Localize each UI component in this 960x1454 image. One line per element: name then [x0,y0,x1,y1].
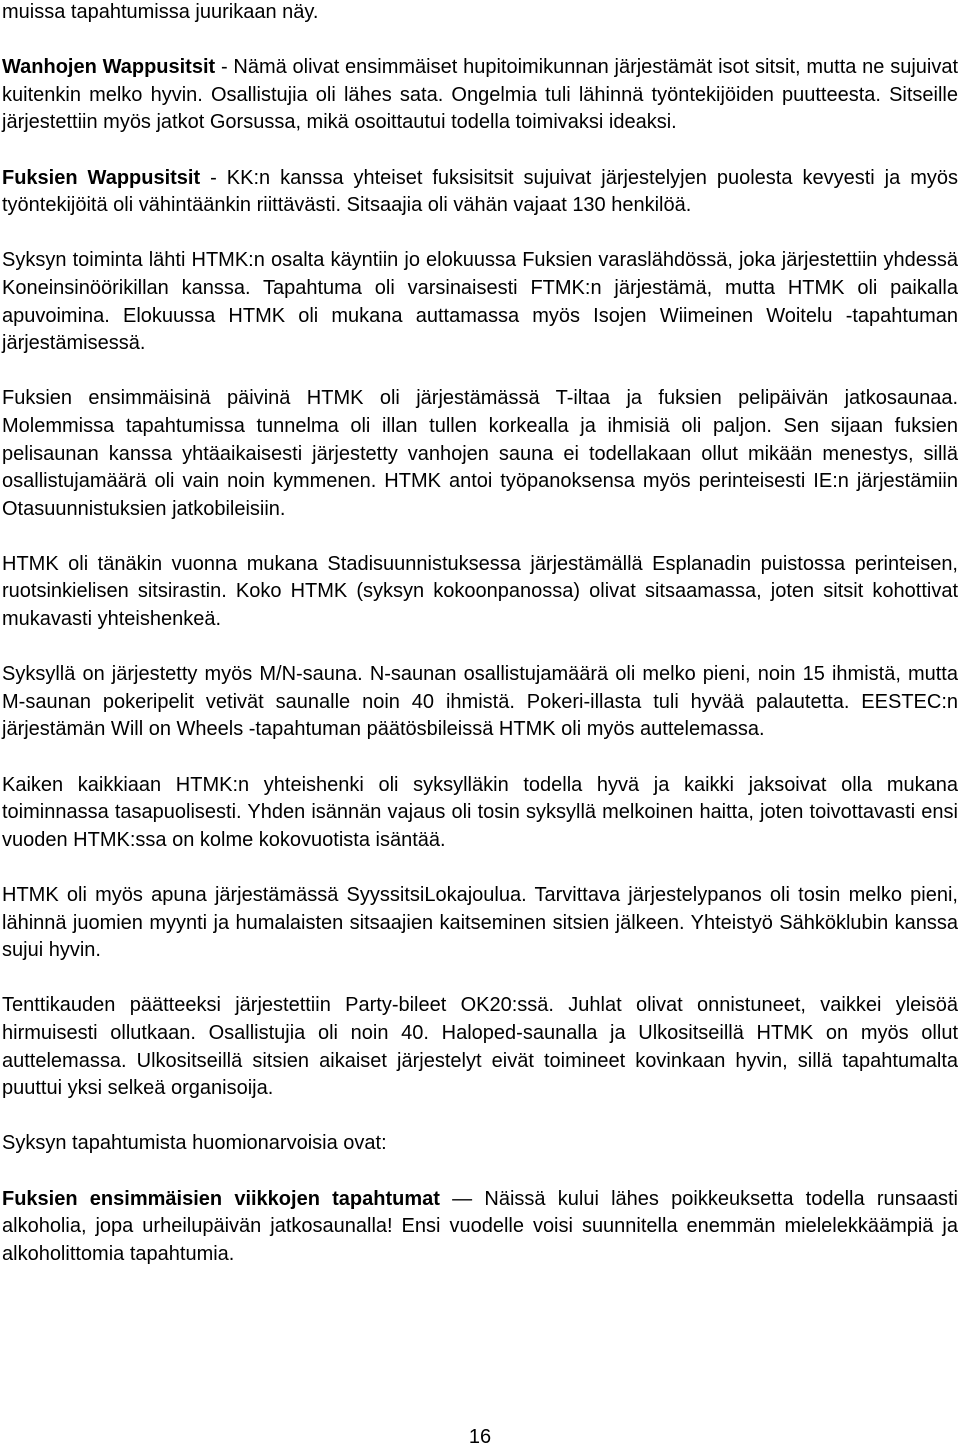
paragraph-lead: Fuksien Wappusitsit [2,166,201,189]
paragraph-separator: - [200,166,227,189]
paragraph-lead: Wanhojen Wappusitsit [2,56,216,79]
paragraph-text: KK:n kanssa yhteiset fuksisitsit sujuivat järjestelyjen puolesta kevyesti ja myös työntekijöitä oli vähintäänkin riittävästi. Sitsaajia oli vähän vajaat 130 henkilöä. [2,166,958,217]
paragraph-lead: Fuksien ensimmäisien viikkojen tapahtumat [2,1187,440,1210]
paragraph-text: Kaiken kaikkiaan HTMK:n yhteishenki oli syksylläkin todella hyvä ja kaikki jaksoivat olla mukana toiminnassa tasapuolisesti. Yhden isännän vajaus oli tosin syksyllä melkoinen haitta, joten toivottavasti ensi vuoden HTMK:ssa on kolme kokovuotista isäntää. [2,773,958,851]
paragraph [2,1130,958,1158]
paragraph-text: Syksyn toiminta lähti HTMK:n osalta käyntiin jo elokuussa Fuksien varaslähdössä, joka järjestettiin yhdessä Koneinsinöörikillan kanssa. Tapahtuma oli varsinaisesti FTMK:n järjestämä, mutta HTMK oli paikalla apuvoimina. Elokuussa HTMK oli mukana auttamassa myös Isojen Wiimeinen Woitelu -tapahtuman järjestämisessä. [2,249,958,355]
paragraph-text: Fuksien ensimmäisinä päivinä HTMK oli järjestämässä T-iltaa ja fuksien pelipäivän jatkosaunaa. Molemmissa tapahtumissa tunnelma oli illan tullen korkealla ja ihmisiä oli paljon. Sen sijaan fuksien pelisaunan kanssa yhtäaikaisesti järjestetty vanhojen sauna ei todellakaan ollut mikään menestys, sillä osallistujamäärä oli vain noin kymmenen. HTMK antoi työpanoksensa myös perinteisesti IE:n järjestämiin Otasuunnistuksien jatkobileisiin. [2,387,958,520]
page-number: 16 [468,1426,492,1448]
paragraph-text: HTMK oli tänäkin vuonna mukana Stadisuunnistuksessa järjestämällä Esplanadin puistossa perinteisen, ruotsinkielisen sitsirastin. Koko HTMK (syksyn kokoonpanossa) olivat sitsaamassa, joten sitsit kohottivat mukavasti yhteishenkeä. [2,552,958,631]
paragraph [2,0,958,27]
paragraph [2,882,958,965]
paragraph-text: Syksyn tapahtumista huomionarvoisia ovat: [2,1132,387,1155]
paragraph [2,992,958,1102]
document-page [2,0,958,1296]
paragraph-text: Näissä kului lähes poikkeuksetta todella runsaasti alkoholia, jopa urheilupäivän jatkosaunalla! Ensi vuodelle voisi suunnitella enemmän mielelekkäämpiä ja alkoholittomia tapahtumia. [2,1187,958,1265]
paragraph [2,247,958,357]
paragraph-text: HTMK oli myös apuna järjestämässä SyyssitsiLokajoulua. Tarvittava järjestelypanos oli tosin melko pieni, lähinnä juomien myynti ja humalaisten sitsaajien kaitseminen sitsien jälkeen. Yhteistyö Sähköklubin kanssa sujui hyvin. [2,884,958,962]
paragraph [2,165,958,220]
paragraph [2,1186,958,1269]
paragraph-separator: — [439,1187,485,1210]
paragraph [2,385,958,523]
paragraph [2,551,958,634]
paragraph-text: Syksyllä on järjestetty myös M/N-sauna. N-saunan osallistujamäärä oli melko pieni, noin 15 ihmistä, mutta M-saunan pokeripelit vetivät saunalle noin 40 ihmistä. Pokeri-illasta tuli hyvää palautetta. EESTEC:n järjestämän Will on Wheels -tapahtuman päätösbileissä HTMK oli myös auttelemassa. [2,663,958,741]
paragraph [2,661,958,744]
paragraph-text: muissa tapahtumissa juurikaan näy. [2,1,319,23]
paragraph-separator: - [215,56,234,79]
paragraph [2,772,958,855]
paragraph-text: Nämä olivat ensimmäiset hupitoimikunnan järjestämät isot sitsit, mutta ne sujuivat kuitenkin melko hyvin. Osallistujia oli lähes sata. Ongelmia tuli lähinnä työntekijöiden puutteesta. Sitseille järjestettiin myös jatkot Gorsussa, mikä osoittautui todella toimivaksi ideaksi. [2,56,959,134]
paragraph [2,54,958,137]
paragraph-text: Tenttikauden päätteeksi järjestettiin Party-bileet OK20:ssä. Juhlat olivat onnistuneet, vaikkei yleisöä hirmuisesti ollutkaan. Osallistujia oli noin 40. Haloped-saunalla ja Ulkositseillä HTMK on myös ollut auttelemassa. Ulkositseillä sitsien aikaiset järjestelyt eivät toimineet kovinkaan hyvin, sillä tapahtumalta puuttui yksi selkeä organisoija. [2,994,958,1100]
